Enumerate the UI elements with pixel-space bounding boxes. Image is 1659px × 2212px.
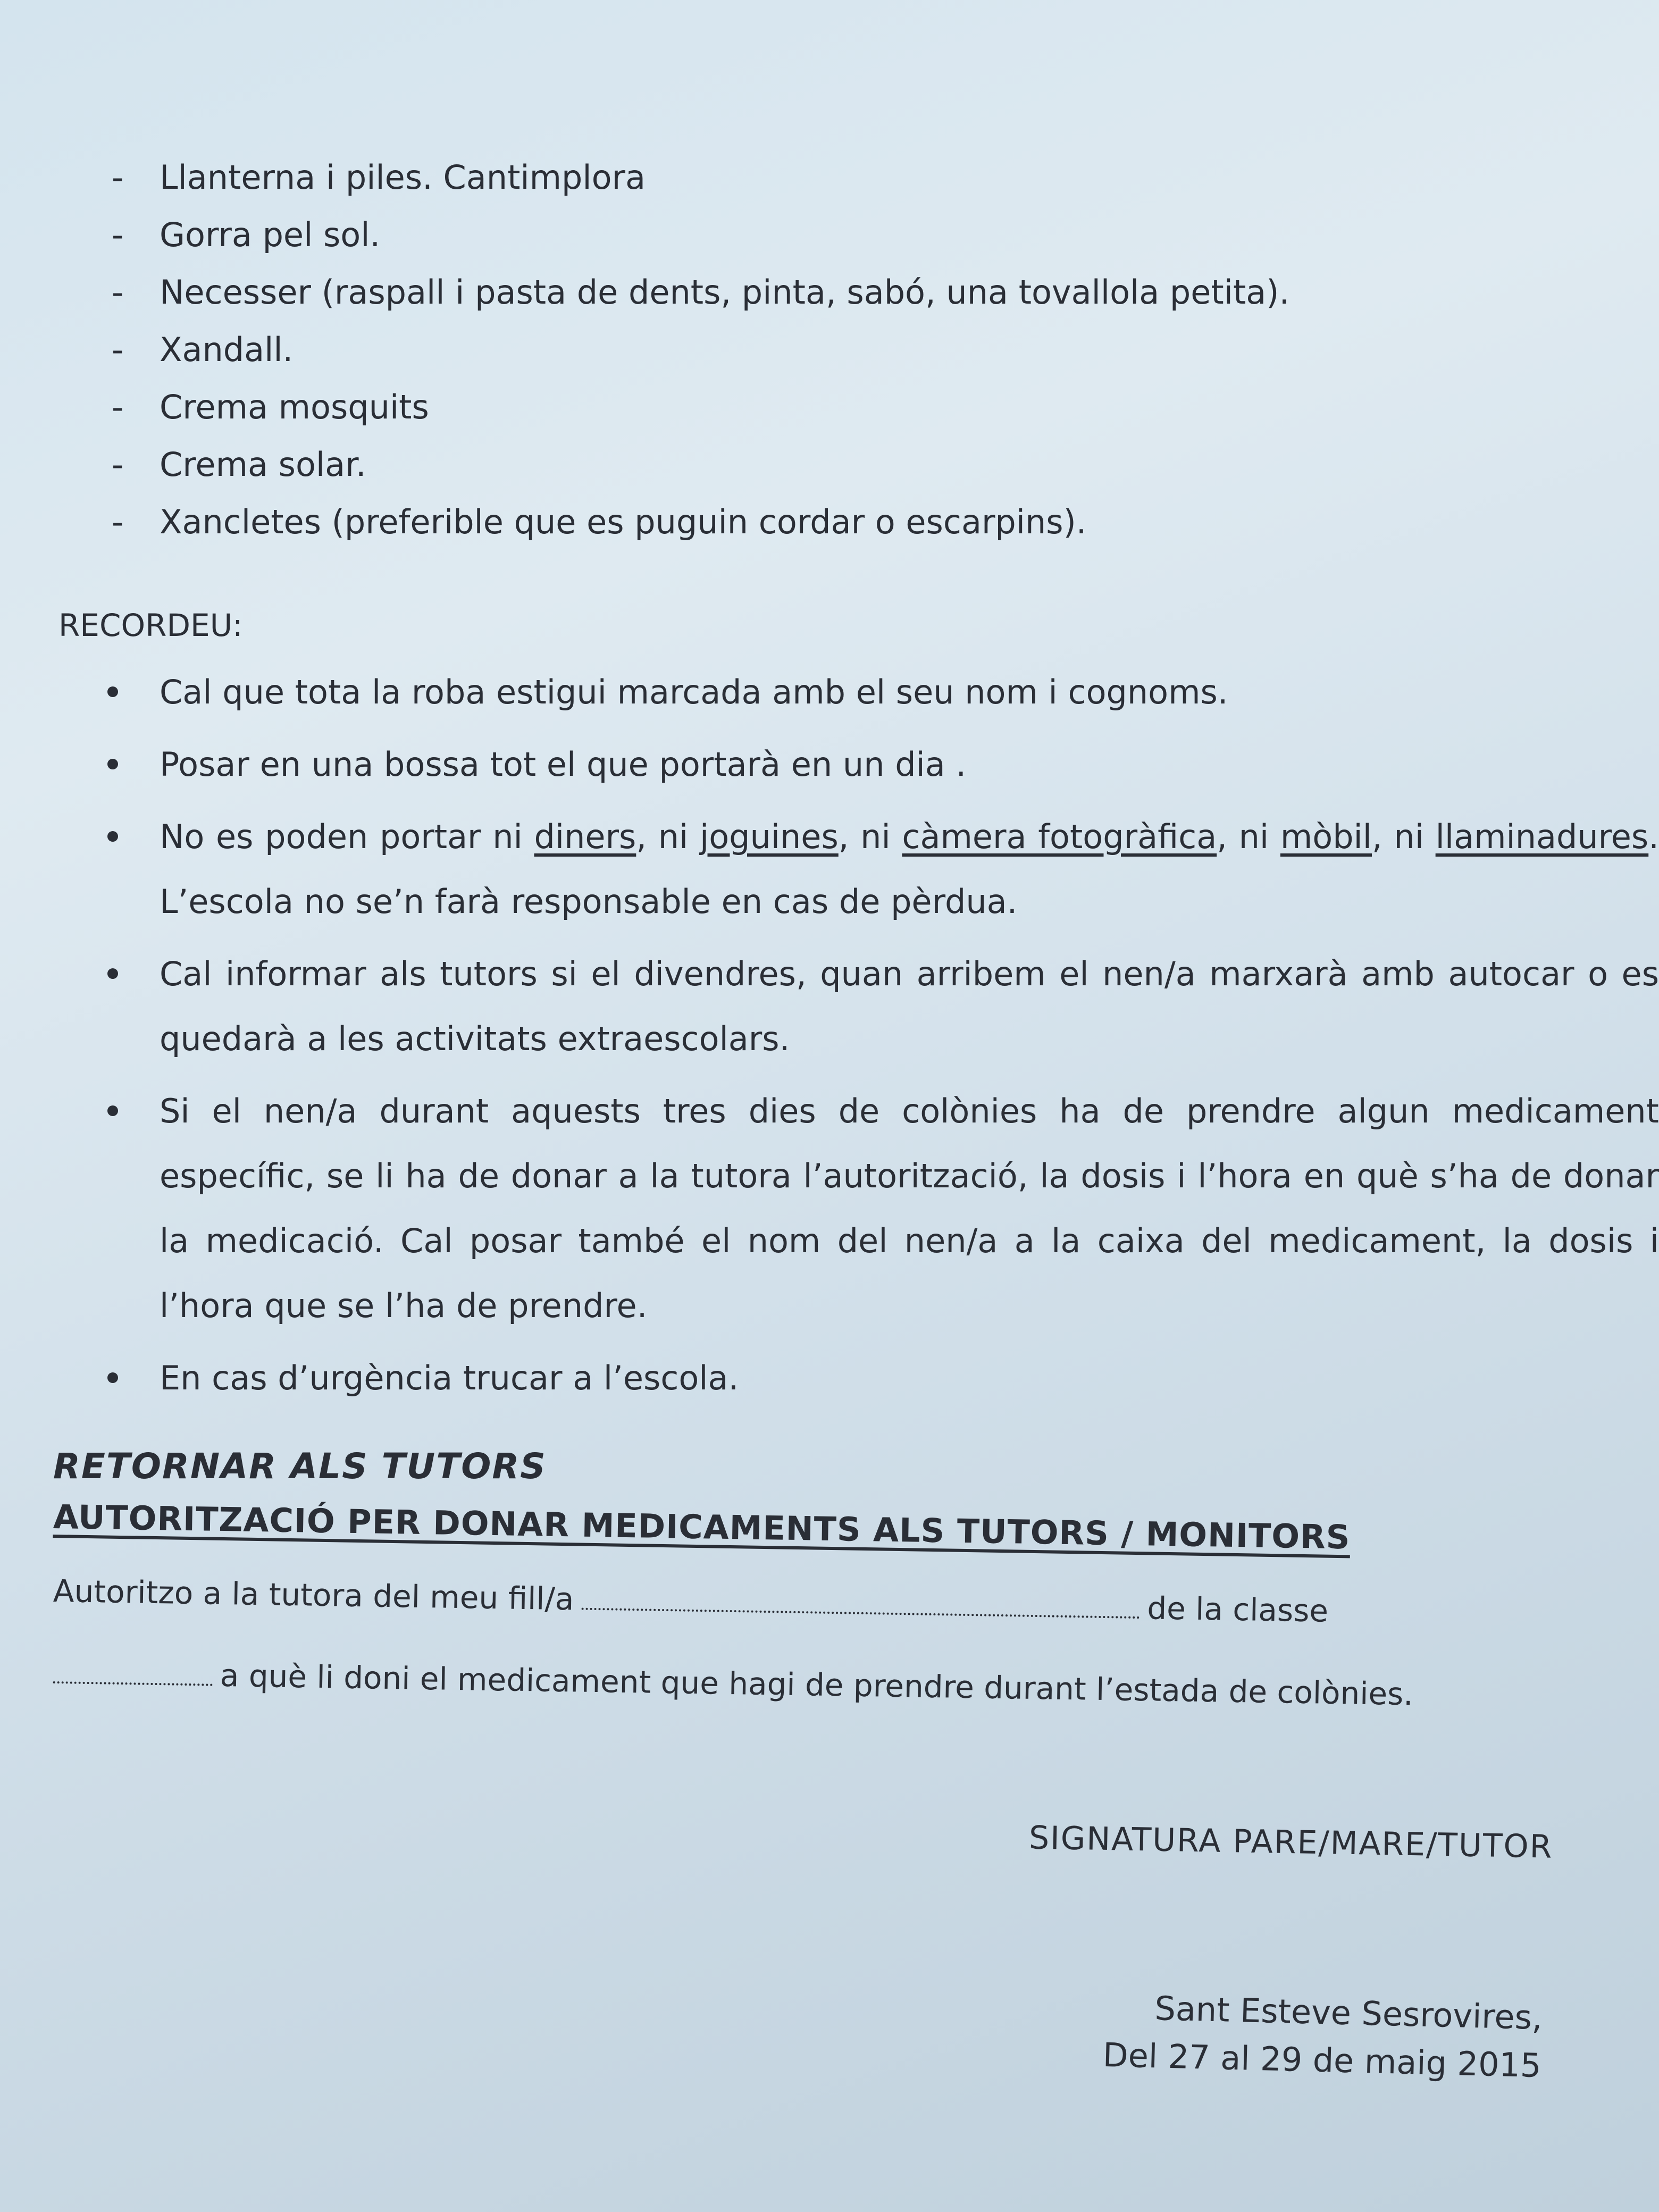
bullet-icon [107, 686, 118, 697]
reminder-text: Si el nen/a durant aquests tres dies de colònies ha de prendre algun medicament específic, se li ha de donar a la tutora l’autorització, la dosis i l’hora en què s’ha de donar la medicació. Cal posar també el nom del nen/a a la caixa del medicament, la dosis i l’hora que se l’ha de prendre. [160, 1092, 1659, 1325]
authorization-line-1 [53, 1556, 1617, 1650]
list-item-text: Crema mosquits [160, 388, 429, 426]
underlined-mobil: mòbil [1280, 817, 1372, 856]
authorization-line-2 [53, 1638, 1617, 1732]
class-field[interactable] [53, 1681, 213, 1686]
reminder-item [106, 942, 1659, 1071]
reminder-item [106, 1346, 1659, 1411]
child-name-field[interactable] [581, 1607, 1139, 1619]
bullet-icon [107, 831, 118, 842]
list-item [112, 493, 1616, 551]
list-item-text: Xancletes (preferible que es puguin cordar o escarpins). [160, 502, 1087, 541]
bullet-icon [107, 968, 118, 979]
list-item-text: Xandall. [160, 330, 294, 369]
list-item-text: Crema solar. [160, 445, 366, 484]
place-text: Sant Esteve Sesrovires, [1154, 1989, 1543, 2038]
form-text: Autoritzo a la tutora del meu fill/a [53, 1573, 575, 1618]
underlined-diners: diners [534, 817, 636, 856]
list-item [112, 206, 1616, 264]
dash-marker: - [112, 388, 124, 426]
dash-marker: - [112, 215, 124, 254]
reminder-text: Cal que tota la roba estigui marcada amb el seu nom i cognoms. [160, 673, 1228, 711]
list-item [112, 149, 1616, 206]
signature-label: SIGNATURA PARE/MARE/TUTOR [1028, 1819, 1553, 1866]
items-to-bring-list [53, 149, 1616, 551]
underlined-joguines: joguines [699, 817, 839, 856]
reminders-list [53, 660, 1659, 1411]
list-item [112, 264, 1616, 321]
reminder-item [106, 732, 1659, 797]
reminder-text: Cal informar als tutors si el divendres, quan arribem el nen/a marxarà amb autocar o es quedarà a les activitats extraescolars. [160, 954, 1659, 1058]
return-heading: RETORNAR ALS TUTORS [53, 1446, 547, 1487]
reminder-item [106, 1079, 1659, 1338]
recordeu-heading: RECORDEU: [58, 607, 243, 643]
dash-marker: - [112, 445, 124, 484]
reminder-text: No es poden portar ni diners, ni joguines, ni càmera fotogràfica, ni mòbil, ni llaminadures. L’escola no se’n farà responsable en cas de pèrdua. [160, 817, 1659, 921]
list-item [112, 436, 1616, 493]
underlined-camera: càmera fotogràfica [902, 817, 1217, 856]
date-text: Del 27 al 29 de maig 2015 [1102, 2035, 1542, 2085]
form-text: a què li doni el medicament que hagi de prendre durant l’estada de colònies. [220, 1657, 1414, 1713]
dash-marker: - [112, 502, 124, 541]
reminder-text: Posar en una bossa tot el que portarà en un dia . [160, 745, 967, 784]
bullet-icon [107, 1105, 118, 1116]
dash-marker: - [112, 330, 124, 369]
dash-marker: - [112, 273, 124, 312]
place-date-block [1102, 1983, 1543, 2090]
bullet-icon [107, 759, 118, 769]
list-item-text: Llanterna i piles. Cantimplora [160, 158, 646, 197]
list-item [112, 321, 1616, 379]
list-item-text: Necesser (raspall i pasta de dents, pinta, sabó, una tovallola petita). [160, 273, 1290, 312]
authorization-title: AUTORITZACIÓ PER DONAR MEDICAMENTS ALS TUTORS / MONITORS [53, 1497, 1351, 1557]
form-text: de la classe [1146, 1590, 1329, 1629]
bullet-icon [107, 1372, 118, 1383]
reminder-item [106, 805, 1659, 934]
list-item-text: Gorra pel sol. [160, 215, 381, 254]
list-item [112, 379, 1616, 436]
underlined-llaminadures: llaminadures [1435, 817, 1649, 856]
reminder-text: En cas d’urgència trucar a l’escola. [160, 1359, 739, 1397]
reminder-item [106, 660, 1659, 725]
dash-marker: - [112, 158, 124, 197]
